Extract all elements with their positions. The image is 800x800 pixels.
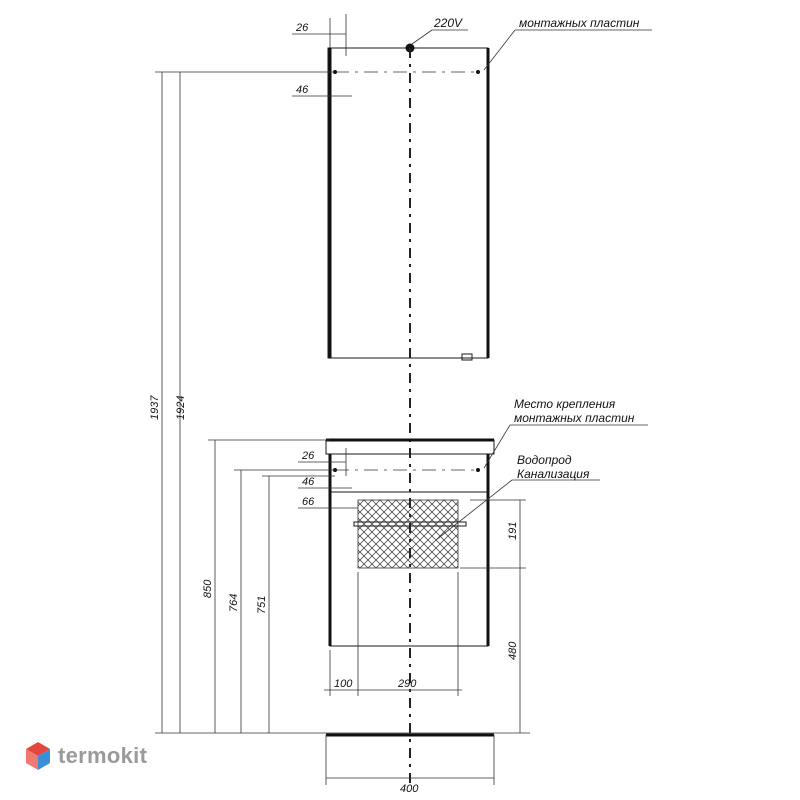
base-dims-left bbox=[298, 448, 358, 508]
base-dim-100: 100 bbox=[334, 678, 353, 690]
cube-icon bbox=[24, 740, 52, 772]
logo-text: termokit bbox=[58, 743, 148, 768]
wall-dim-side: 46 bbox=[296, 84, 309, 96]
base-dims-right bbox=[460, 500, 526, 733]
base-notes bbox=[436, 397, 648, 540]
wall-mount-label: монтажных пластин bbox=[519, 16, 640, 30]
pipe-label-2: Канализация bbox=[517, 467, 590, 481]
base-dim-66: 66 bbox=[302, 496, 315, 508]
wall-mount-point-right bbox=[476, 70, 480, 74]
base-mount-label-2: монтажных пластин bbox=[514, 411, 635, 425]
base-dims-bottom bbox=[324, 572, 462, 696]
base-dim-480: 480 bbox=[507, 641, 519, 660]
wall-cabinet-outline bbox=[328, 48, 488, 358]
height-850: 850 bbox=[202, 579, 214, 598]
wall-dim-top: 26 bbox=[296, 22, 309, 34]
bottom-dim-400: 400 bbox=[400, 783, 419, 795]
wall-cabinet bbox=[328, 44, 488, 361]
base-mount-label-1: Место крепления bbox=[514, 397, 616, 411]
height-751: 751 bbox=[256, 595, 268, 614]
wall-dims bbox=[292, 14, 652, 96]
height-1937: 1937 bbox=[149, 395, 161, 420]
termokit-logo bbox=[24, 738, 147, 774]
power-label: 220V bbox=[434, 16, 463, 30]
base-dim-290: 290 bbox=[398, 678, 417, 690]
height-dims bbox=[149, 72, 530, 733]
base-dim-46: 46 bbox=[302, 476, 315, 488]
base-dim-191: 191 bbox=[507, 521, 519, 540]
wall-cabinet-foot bbox=[462, 354, 472, 360]
base-dim-26: 26 bbox=[302, 450, 315, 462]
height-1924: 1924 bbox=[175, 395, 187, 420]
pipe-label-1: Водопрод bbox=[517, 453, 572, 467]
height-764: 764 bbox=[228, 593, 240, 612]
